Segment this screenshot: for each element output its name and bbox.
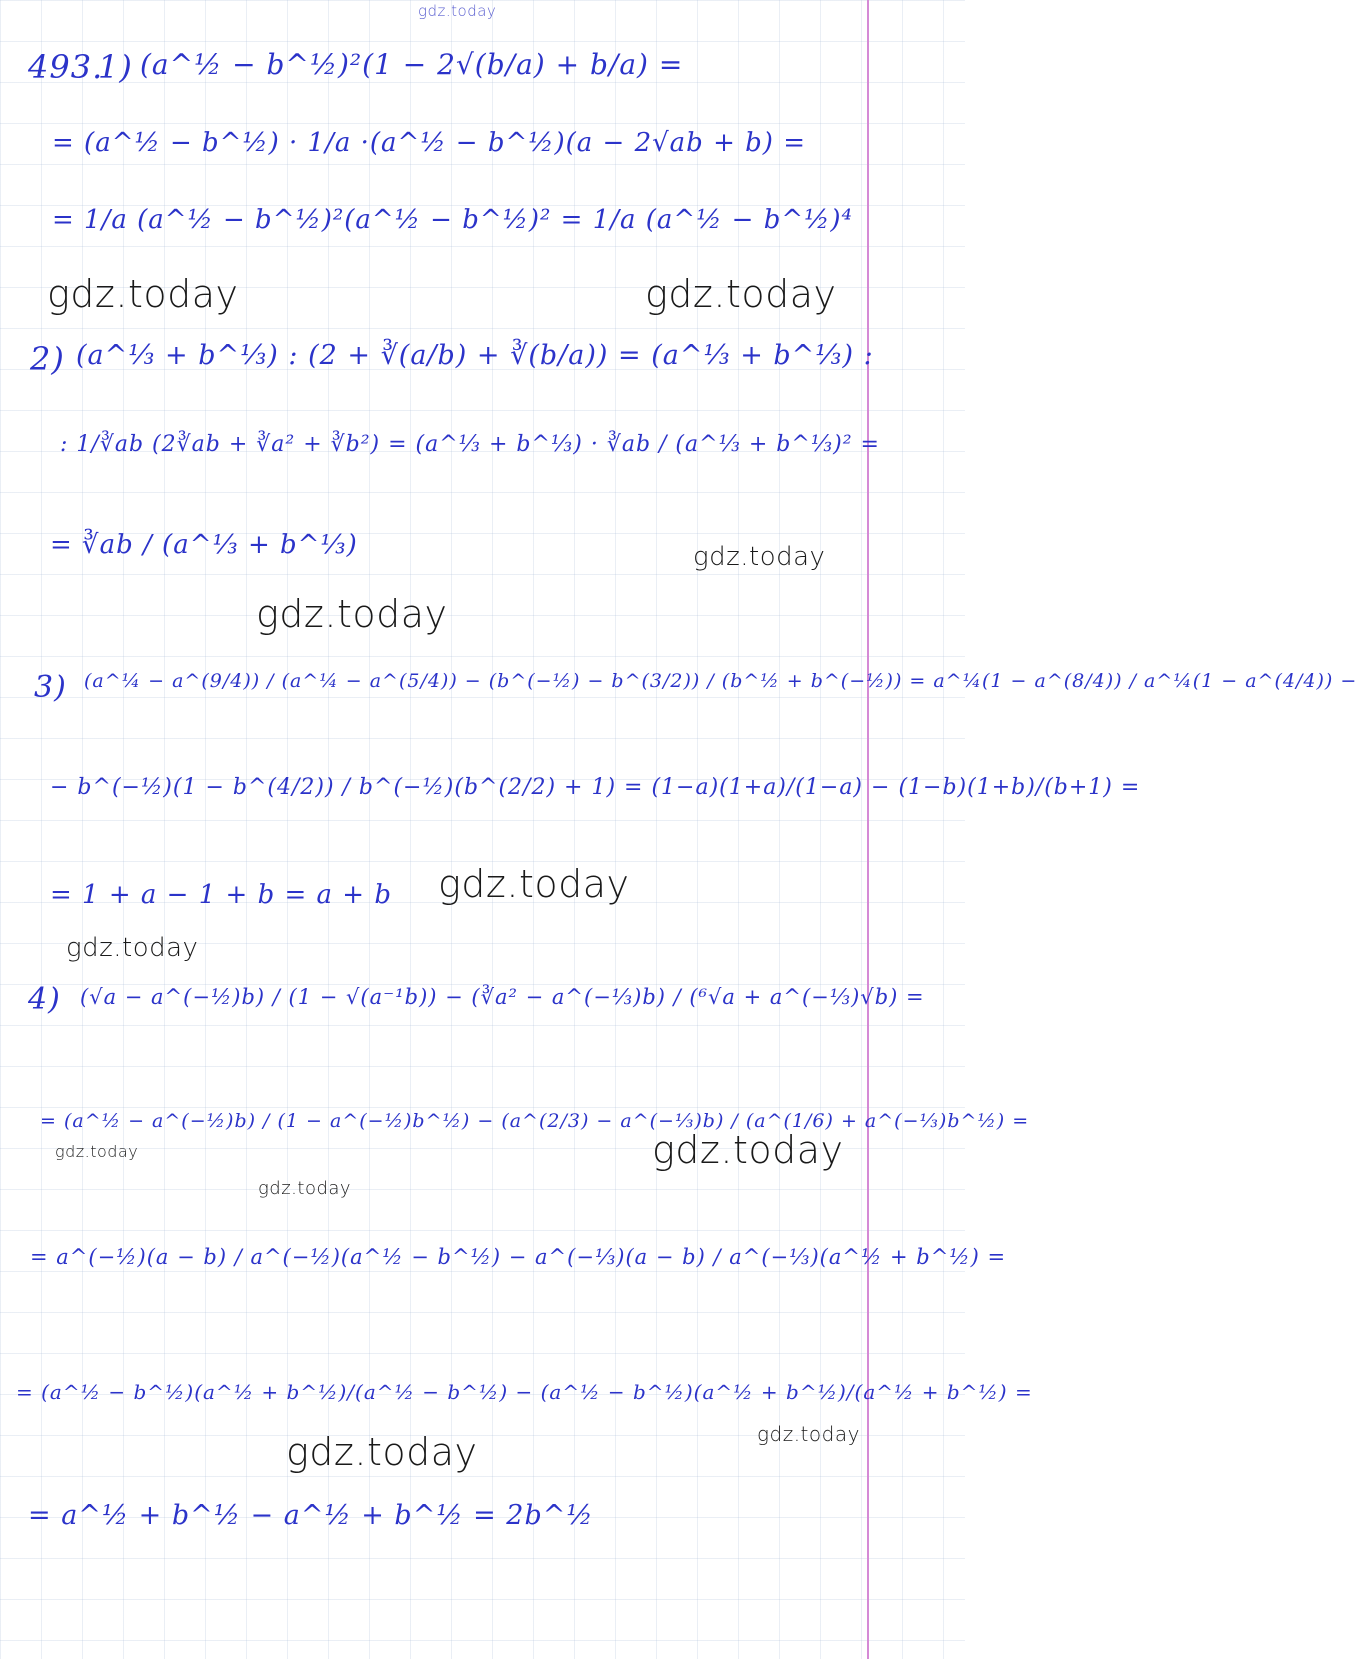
part-1-line-1: (a^½ − b^½)²(1 − 2√(b/a) + b/a) = (140, 48, 684, 81)
watermark: gdz.today (652, 1128, 844, 1172)
watermark: gdz.today (438, 862, 630, 906)
watermark: gdz.today (47, 272, 239, 316)
part-3-line-2: − b^(−½)(1 − b^(4/2)) / b^(−½)(b^(2/2) + 1) = (1−a)(1+a)/(1−a) − (1−b)(1+b)/(b+1) = (50, 775, 1141, 800)
part-1-line-2: = (a^½ − b^½) · 1/a ·(a^½ − b^½)(a − 2√ab + b) = (52, 128, 806, 158)
part-3-line-1: (a^¼ − a^(9/4)) / (a^¼ − a^(5/4)) − (b^(−½) − b^(3/2)) / (b^½ + b^(−½)) = a^¼(1 − a^(8/4)) / a^¼(1 − a^(4/4)) − (84, 670, 1357, 692)
part-4-line-4: = (a^½ − b^½)(a^½ + b^½)/(a^½ − b^½) − (a^½ − b^½)(a^½ + b^½)/(a^½ + b^½) = (16, 1380, 1033, 1404)
part-1-line-3: = 1/a (a^½ − b^½)²(a^½ − b^½)² = 1/a (a^½ − b^½)⁴ (52, 205, 853, 235)
watermark: gdz.today (256, 592, 448, 636)
margin-line (867, 0, 869, 1659)
watermark: gdz.today (55, 1142, 139, 1161)
part-3-line-3: = 1 + a − 1 + b = a + b (50, 880, 392, 910)
part-4-line-3: = a^(−½)(a − b) / a^(−½)(a^½ − b^½) − a^(−⅓)(a − b) / a^(−⅓)(a^½ + b^½) = (30, 1245, 1007, 1269)
part-2-line-1: (a^⅓ + b^⅓) : (2 + ∛(a/b) + ∛(b/a)) = (a^⅓ + b^⅓) : (76, 340, 874, 371)
part-4-line-1: (√a − a^(−½)b) / (1 − √(a⁻¹b)) − (∛a² − a^(−⅓)b) / (⁶√a + a^(−⅓)√b) = (80, 985, 925, 1009)
part-2-line-2: : 1/∛ab (2∛ab + ∛a² + ∛b²) = (a^⅓ + b^⅓) · ∛ab / (a^⅓ + b^⅓)² = (60, 432, 880, 457)
watermark: gdz.today (286, 1430, 478, 1474)
watermark: gdz.today (66, 933, 199, 963)
part-4-line-2: = (a^½ − a^(−½)b) / (1 − a^(−½)b^½) − (a^(2/3) − a^(−⅓)b) / (a^(1/6) + a^(−⅓)b^½) = (40, 1110, 1030, 1132)
watermark: gdz.today (645, 272, 837, 316)
watermark: gdz.today (258, 1178, 352, 1199)
part-3-label: 3) (34, 670, 67, 705)
part-4-label: 4) (28, 982, 61, 1017)
part-4-line-5: = a^½ + b^½ − a^½ + b^½ = 2b^½ (28, 1500, 594, 1531)
part-2-label: 2) (30, 340, 65, 378)
part-2-line-3: = ∛ab / (a^⅓ + b^⅓) (50, 530, 358, 560)
part-1-label: 1) (98, 48, 133, 86)
watermark-top: gdz.today (418, 2, 497, 20)
watermark: gdz.today (693, 542, 826, 572)
watermark: gdz.today (757, 1422, 860, 1446)
problem-number: 493. (28, 48, 104, 86)
